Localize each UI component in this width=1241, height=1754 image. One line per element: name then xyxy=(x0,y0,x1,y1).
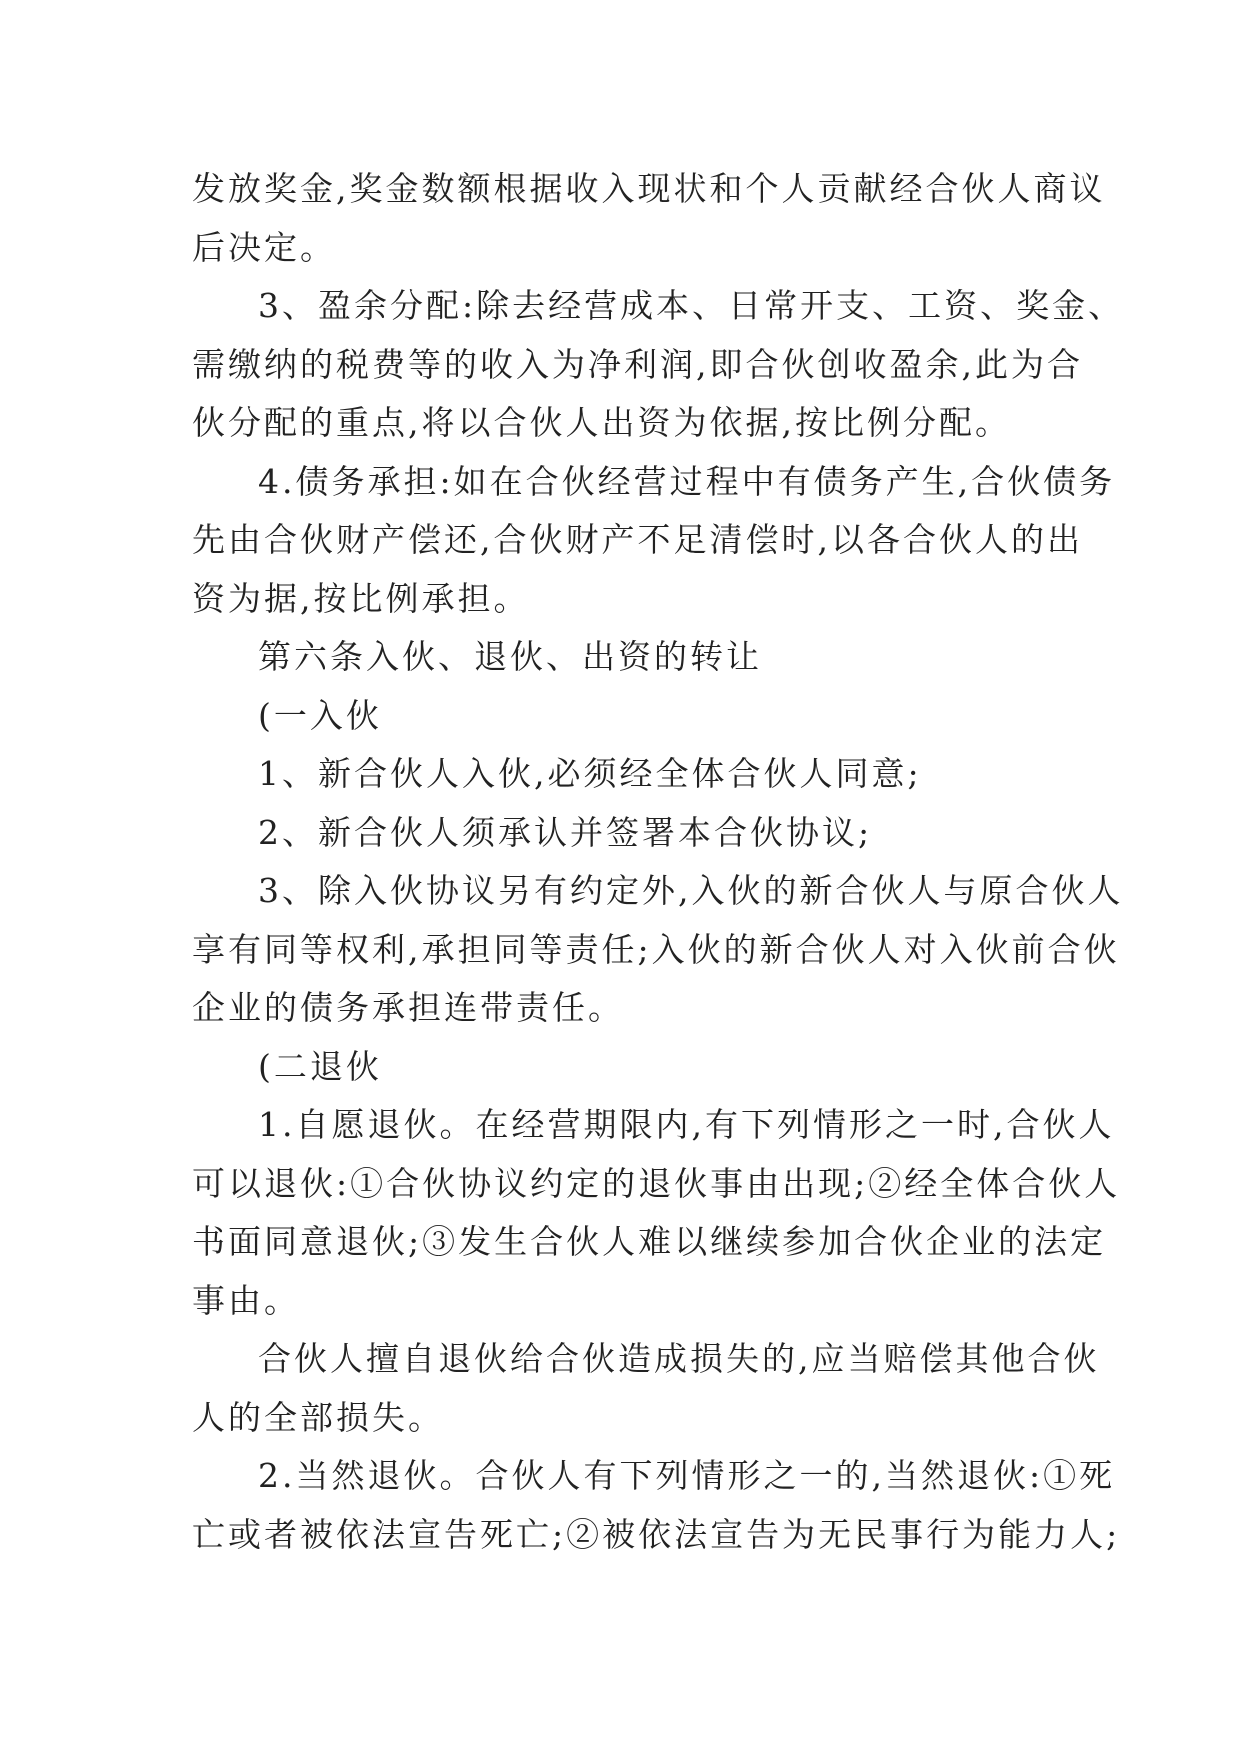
text-line: 可以退伙:①合伙协议约定的退伙事由出现;②经全体合伙人 xyxy=(192,1163,1121,1203)
text-line: 资为据,按比例承担。 xyxy=(192,578,530,618)
section-heading: 第六条入伙、退伙、出资的转让 xyxy=(258,637,762,676)
text-line: 先由合伙财产偿还,合伙财产不足清偿时,以各合伙人的出 xyxy=(192,520,1083,559)
text-line: 3、除入伙协议另有约定外,入伙的新合伙人与原合伙人 xyxy=(258,871,1124,910)
text-line: 亡或者被依法宣告死亡;②被依法宣告为无民事行为能力人; xyxy=(192,1514,1121,1554)
text-line: 事由。 xyxy=(192,1280,300,1320)
text-line: 1.自愿退伙。在经营期限内,有下列情形之一时,合伙人 xyxy=(258,1105,1115,1144)
text-line: 发放奖金,奖金数额根据收入现状和个人贡献经合伙人商议 xyxy=(192,169,1106,208)
text-line: 2、新合伙人须承认并签署本合伙协议; xyxy=(258,812,873,852)
text-line: 人的全部损失。 xyxy=(192,1397,444,1437)
text-line: 4.债务承担:如在合伙经营过程中有债务产生,合伙债务 xyxy=(258,461,1116,501)
text-line: 合伙人擅自退伙给合伙造成损失的,应当赔偿其他合伙 xyxy=(258,1339,1100,1378)
text-line: 书面同意退伙;③发生合伙人难以继续参加合伙企业的法定 xyxy=(192,1222,1107,1261)
text-line: 企业的债务承担连带责任。 xyxy=(192,988,624,1027)
text-line: 2.当然退伙。合伙人有下列情形之一的,当然退伙:①死 xyxy=(258,1456,1116,1495)
subsection-heading: (一入伙 xyxy=(258,695,382,735)
subsection-heading: (二退伙 xyxy=(258,1046,382,1086)
text-line: 1、新合伙人入伙,必须经全体合伙人同意; xyxy=(258,754,922,793)
text-line: 后决定。 xyxy=(192,227,336,267)
document-body xyxy=(192,160,1125,1564)
text-line: 享有同等权利,承担同等责任;入伙的新合伙人对入伙前合伙 xyxy=(192,929,1120,969)
text-line: 3、盈余分配:除去经营成本、日常开支、工资、奖金、 xyxy=(258,286,1125,325)
text-line: 需缴纳的税费等的收入为净利润,即合伙创收盈余,此为合 xyxy=(192,344,1083,384)
text-line: 伙分配的重点,将以合伙人出资为依据,按比例分配。 xyxy=(192,403,1011,442)
